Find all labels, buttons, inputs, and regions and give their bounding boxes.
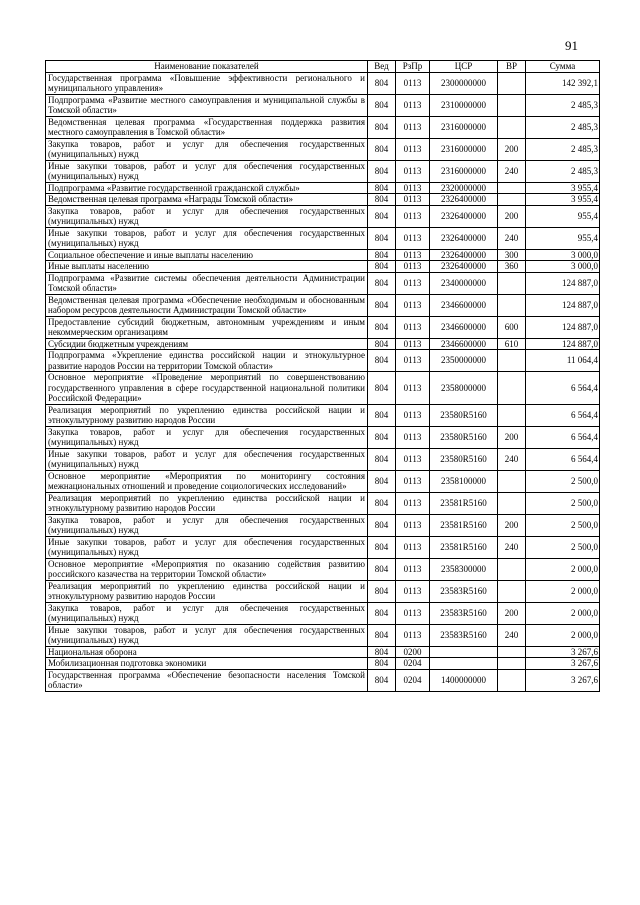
table-row [46,294,600,316]
cell-ved: 804 [368,160,396,182]
cell-vr: 200 [498,138,526,160]
cell-name: Реализация мероприятий по укреплению единства российской нации и этнокультурному развитию народов России [46,580,368,602]
cell-rzpr: 0113 [396,227,430,249]
table-row [46,426,600,448]
cell-vr: 240 [498,448,526,470]
table-row [46,116,600,138]
cell-vr [498,116,526,138]
cell-csr: 2326400000 [430,194,498,206]
table-row [46,138,600,160]
cell-rzpr: 0113 [396,194,430,206]
cell-rzpr: 0113 [396,72,430,94]
cell-sum: 3 955,4 [526,182,600,194]
cell-csr: 2310000000 [430,94,498,116]
cell-csr: 23581R5160 [430,492,498,514]
cell-name: Подпрограмма «Развитие местного самоуправления и муниципальной службы в Томской области» [46,94,368,116]
cell-csr: 2326400000 [430,205,498,227]
cell-rzpr: 0113 [396,448,430,470]
cell-csr: 23580R5160 [430,426,498,448]
cell-ved: 804 [368,294,396,316]
cell-vr [498,294,526,316]
cell-csr: 2358000000 [430,372,498,405]
header-ved: Вед [368,61,396,73]
cell-name: Иные закупки товаров, работ и услуг для обеспечения государственных (муниципальных) нужд [46,448,368,470]
cell-ved: 804 [368,350,396,372]
cell-csr: 2326400000 [430,249,498,261]
cell-rzpr: 0113 [396,536,430,558]
header-vr: ВР [498,61,526,73]
cell-rzpr: 0113 [396,249,430,261]
cell-ved: 804 [368,138,396,160]
cell-csr: 2358100000 [430,470,498,492]
cell-csr: 2316000000 [430,160,498,182]
cell-sum: 124 887,0 [526,338,600,350]
cell-rzpr: 0113 [396,272,430,294]
cell-rzpr: 0113 [396,205,430,227]
cell-csr: 23580R5160 [430,404,498,426]
cell-ved: 804 [368,372,396,405]
cell-name: Основное мероприятие «Мероприятия по оказанию содействия развитию российского казачества на территории Томской области» [46,558,368,580]
table-row [46,646,600,658]
table-row [46,470,600,492]
cell-sum: 124 887,0 [526,294,600,316]
cell-rzpr: 0113 [396,338,430,350]
cell-ved: 804 [368,602,396,624]
cell-ved: 804 [368,580,396,602]
cell-csr [430,646,498,658]
cell-csr: 23580R5160 [430,448,498,470]
cell-ved: 804 [368,624,396,646]
cell-csr: 1400000000 [430,669,498,691]
table-row [46,350,600,372]
cell-ved: 804 [368,272,396,294]
cell-vr [498,580,526,602]
cell-name: Иные выплаты населению [46,261,368,273]
cell-ved: 804 [368,404,396,426]
cell-vr: 240 [498,624,526,646]
cell-sum: 955,4 [526,205,600,227]
cell-csr: 2320000000 [430,182,498,194]
cell-sum: 2 500,0 [526,514,600,536]
table-row [46,272,600,294]
cell-ved: 804 [368,558,396,580]
cell-vr: 200 [498,426,526,448]
header-name: Наименование показателей [46,61,368,73]
cell-sum: 11 064,4 [526,350,600,372]
cell-name: Подпрограмма «Развитие государственной гражданской службы» [46,182,368,194]
cell-csr: 2340000000 [430,272,498,294]
cell-vr: 600 [498,316,526,338]
cell-sum: 955,4 [526,227,600,249]
cell-sum: 3 000,0 [526,249,600,261]
cell-rzpr: 0113 [396,294,430,316]
cell-vr: 200 [498,602,526,624]
table-row [46,316,600,338]
cell-csr: 2300000000 [430,72,498,94]
cell-vr: 300 [498,249,526,261]
cell-rzpr: 0113 [396,426,430,448]
cell-vr: 610 [498,338,526,350]
cell-vr [498,492,526,514]
cell-ved: 804 [368,227,396,249]
cell-ved: 804 [368,182,396,194]
table-row [46,514,600,536]
cell-sum: 124 887,0 [526,316,600,338]
cell-ved: 804 [368,316,396,338]
cell-rzpr: 0113 [396,261,430,273]
cell-name: Реализация мероприятий по укреплению единства российской нации и этнокультурному развитию народов России [46,492,368,514]
table-row [46,536,600,558]
cell-sum: 2 485,3 [526,116,600,138]
budget-table [45,60,600,692]
cell-ved: 804 [368,249,396,261]
cell-name: Государственная программа «Повышение эффективности регионального и муниципального управления» [46,72,368,94]
table-row [46,94,600,116]
cell-csr: 23583R5160 [430,624,498,646]
cell-name: Ведомственная целевая программа «Награды Томской области» [46,194,368,206]
cell-name: Иные закупки товаров, работ и услуг для обеспечения государственных (муниципальных) нужд [46,160,368,182]
cell-vr [498,558,526,580]
cell-csr: 2316000000 [430,116,498,138]
cell-vr [498,350,526,372]
header-sum: Сумма [526,61,600,73]
cell-ved: 804 [368,426,396,448]
cell-ved: 804 [368,492,396,514]
cell-sum: 2 000,0 [526,602,600,624]
cell-ved: 804 [368,514,396,536]
cell-ved: 804 [368,646,396,658]
table-row [46,372,600,405]
cell-ved: 804 [368,94,396,116]
cell-csr: 2358300000 [430,558,498,580]
cell-rzpr: 0113 [396,624,430,646]
table-body [46,72,600,691]
cell-ved: 804 [368,338,396,350]
cell-sum: 3 267,6 [526,658,600,670]
cell-vr [498,72,526,94]
cell-rzpr: 0113 [396,138,430,160]
cell-rzpr: 0113 [396,94,430,116]
cell-rzpr: 0113 [396,316,430,338]
cell-rzpr: 0204 [396,669,430,691]
cell-sum: 6 564,4 [526,404,600,426]
table-row [46,227,600,249]
cell-vr [498,194,526,206]
cell-sum: 2 500,0 [526,492,600,514]
cell-sum: 6 564,4 [526,448,600,470]
cell-sum: 3 955,4 [526,194,600,206]
cell-csr: 23581R5160 [430,514,498,536]
cell-name: Иные закупки товаров, работ и услуг для обеспечения государственных (муниципальных) нужд [46,227,368,249]
cell-name: Реализация мероприятий по укреплению единства российской нации и этнокультурному развитию народов России [46,404,368,426]
cell-ved: 804 [368,72,396,94]
cell-name: Иные закупки товаров, работ и услуг для обеспечения государственных (муниципальных) нужд [46,624,368,646]
cell-vr [498,470,526,492]
cell-sum: 3 267,6 [526,669,600,691]
cell-name: Подпрограмма «Укрепление единства российской нации и этнокультурное развитие народов России на территории Томской области» [46,350,368,372]
table-row [46,338,600,350]
cell-csr: 2316000000 [430,138,498,160]
cell-sum: 2 500,0 [526,536,600,558]
cell-rzpr: 0113 [396,116,430,138]
cell-name: Основное мероприятие «Мероприятия по мониторингу состояния межнациональных отношений и проведение социологических исследований» [46,470,368,492]
cell-sum: 2 000,0 [526,624,600,646]
cell-csr: 2326400000 [430,227,498,249]
cell-rzpr: 0204 [396,658,430,670]
cell-csr: 2326400000 [430,261,498,273]
cell-sum: 2 000,0 [526,580,600,602]
cell-rzpr: 0113 [396,372,430,405]
table-row [46,448,600,470]
cell-vr [498,182,526,194]
cell-csr: 2346600000 [430,338,498,350]
cell-vr [498,658,526,670]
cell-name: Закупка товаров, работ и услуг для обеспечения государственных (муниципальных) нужд [46,602,368,624]
cell-vr: 240 [498,227,526,249]
cell-ved: 804 [368,194,396,206]
cell-name: Предоставление субсидий бюджетным, автономным учреждениям и иным некоммерческим организациям [46,316,368,338]
cell-vr [498,94,526,116]
cell-sum: 3 267,6 [526,646,600,658]
table-row [46,160,600,182]
cell-sum: 2 485,3 [526,94,600,116]
cell-vr: 200 [498,205,526,227]
cell-vr: 360 [498,261,526,273]
cell-sum: 2 485,3 [526,138,600,160]
header-csr: ЦСР [430,61,498,73]
cell-name: Закупка товаров, работ и услуг для обеспечения государственных (муниципальных) нужд [46,514,368,536]
cell-name: Иные закупки товаров, работ и услуг для обеспечения государственных (муниципальных) нужд [46,536,368,558]
table-row [46,669,600,691]
cell-csr: 2346600000 [430,294,498,316]
cell-csr: 2346600000 [430,316,498,338]
cell-name: Национальная оборона [46,646,368,658]
cell-ved: 804 [368,261,396,273]
cell-rzpr: 0113 [396,514,430,536]
cell-rzpr: 0113 [396,492,430,514]
cell-csr [430,658,498,670]
cell-sum: 124 887,0 [526,272,600,294]
cell-vr [498,372,526,405]
cell-vr [498,646,526,658]
cell-sum: 2 485,3 [526,160,600,182]
cell-name: Субсидии бюджетным учреждениям [46,338,368,350]
cell-csr: 23581R5160 [430,536,498,558]
cell-ved: 804 [368,448,396,470]
cell-name: Ведомственная целевая программа «Государственная поддержка развития местного самоуправления в Томской области» [46,116,368,138]
cell-name: Подпрограмма «Развитие системы обеспечения деятельности Администрации Томской области» [46,272,368,294]
cell-name: Государственная программа «Обеспечение безопасности населения Томской области» [46,669,368,691]
cell-name: Ведомственная целевая программа «Обеспечение необходимым и обоснованным набором ресурсов деятельности Администрации Томской области» [46,294,368,316]
cell-vr: 200 [498,514,526,536]
table-row [46,194,600,206]
header-rzpr: РзПр [396,61,430,73]
cell-ved: 804 [368,669,396,691]
cell-csr: 2350000000 [430,350,498,372]
table-row [46,404,600,426]
table-row [46,602,600,624]
cell-name: Мобилизационная подготовка экономики [46,658,368,670]
table-row [46,658,600,670]
cell-sum: 2 000,0 [526,558,600,580]
cell-rzpr: 0113 [396,558,430,580]
cell-ved: 804 [368,536,396,558]
cell-vr: 240 [498,536,526,558]
cell-rzpr: 0113 [396,602,430,624]
cell-name: Закупка товаров, работ и услуг для обеспечения государственных (муниципальных) нужд [46,205,368,227]
cell-rzpr: 0113 [396,580,430,602]
cell-ved: 804 [368,658,396,670]
table-header-row [46,61,600,73]
cell-sum: 2 500,0 [526,470,600,492]
cell-rzpr: 0113 [396,350,430,372]
table-row [46,492,600,514]
cell-sum: 142 392,1 [526,72,600,94]
cell-name: Основное мероприятие «Проведение мероприятий по совершенствованию государственного управления в сфере государственной национальной политики Российской Федерации» [46,372,368,405]
cell-csr: 23583R5160 [430,602,498,624]
cell-vr [498,669,526,691]
cell-ved: 804 [368,470,396,492]
cell-ved: 804 [368,116,396,138]
cell-rzpr: 0113 [396,404,430,426]
table-row [46,580,600,602]
cell-sum: 3 000,0 [526,261,600,273]
table-row [46,72,600,94]
cell-sum: 6 564,4 [526,372,600,405]
cell-vr: 240 [498,160,526,182]
table-row [46,624,600,646]
table-row [46,558,600,580]
cell-name: Социальное обеспечение и иные выплаты населению [46,249,368,261]
cell-rzpr: 0200 [396,646,430,658]
cell-vr [498,404,526,426]
cell-name: Закупка товаров, работ и услуг для обеспечения государственных (муниципальных) нужд [46,138,368,160]
table-row [46,261,600,273]
cell-rzpr: 0113 [396,182,430,194]
table-row [46,249,600,261]
cell-ved: 804 [368,205,396,227]
cell-csr: 23583R5160 [430,580,498,602]
table-row [46,182,600,194]
cell-rzpr: 0113 [396,470,430,492]
page-number: 91 [565,38,578,53]
cell-rzpr: 0113 [396,160,430,182]
cell-vr [498,272,526,294]
cell-sum: 6 564,4 [526,426,600,448]
table-row [46,205,600,227]
cell-name: Закупка товаров, работ и услуг для обеспечения государственных (муниципальных) нужд [46,426,368,448]
